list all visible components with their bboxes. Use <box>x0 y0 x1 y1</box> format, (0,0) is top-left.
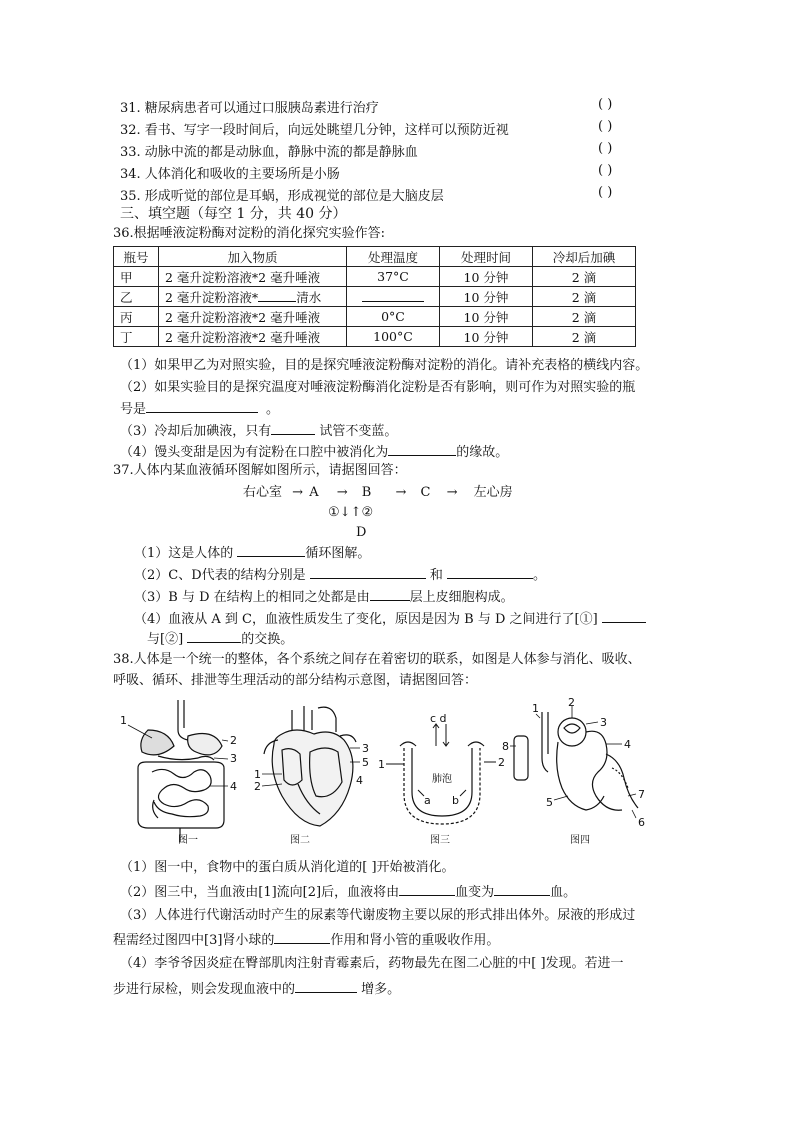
cell-id: 乙 <box>114 287 159 307</box>
q38-p4c: 增多。 <box>357 982 401 997</box>
cell-substance: 2 毫升淀粉溶液*2 毫升唾液 <box>159 327 347 347</box>
section-title: 三、填空题（每空 1 分，共 40 分） <box>120 206 347 222</box>
q37-p1a: （1）这是人体的 <box>134 546 238 561</box>
judge-row-35 <box>120 185 680 205</box>
answer-paren[interactable]: ( ) <box>598 141 613 156</box>
cell-iodine: 2 滴 <box>533 267 636 287</box>
figure-caption-2: 图二 <box>290 835 310 846</box>
q37-p2a: （2）C、D代表的结构分别是 <box>134 568 310 583</box>
figure-caption-3: 图三 <box>430 835 450 846</box>
flow-arrow: → <box>395 485 407 500</box>
cell-iodine: 2 滴 <box>533 327 636 347</box>
q36-p4b: 的缘故。 <box>456 445 509 460</box>
cell-temp <box>347 287 440 307</box>
cell-id: 丙 <box>114 307 159 327</box>
q37-title: 37.人体内某血液循环图解如图所示，请据图回答： <box>113 463 407 478</box>
q38-p2c: 血。 <box>550 885 577 900</box>
fig4-label-7: 7 <box>638 788 645 801</box>
fill-blank[interactable] <box>447 565 533 579</box>
q38-p3b: 程需经过图四中[3]肾小球的 <box>113 933 275 948</box>
header-cell: 瓶号 <box>114 247 159 267</box>
table-header-row <box>114 247 636 267</box>
fig4-label-3: 3 <box>600 716 607 729</box>
cell-iodine: 2 滴 <box>533 307 636 327</box>
cell-temp: 0°C <box>347 307 440 327</box>
answer-paren[interactable]: ( ) <box>598 97 613 112</box>
judge-row-32 <box>120 119 680 139</box>
fill-blank[interactable] <box>187 629 241 643</box>
q37-p1b: 循环图解。 <box>305 546 371 561</box>
q38-intro-1: 38.人体是一个统一的整体，各个系统之间存在着密切的联系，如图是人体参与消化、吸收、 <box>113 652 641 667</box>
cell-substance: 2 毫升淀粉溶液*2 毫升唾液 <box>159 267 347 287</box>
judge-row-33 <box>120 141 680 161</box>
judge-question: 31. 糖尿病患者可以通过口服胰岛素进行治疗 <box>120 101 379 116</box>
cell-id: 丁 <box>114 327 159 347</box>
flow-node: 左心房 <box>473 485 513 500</box>
fill-blank[interactable] <box>258 288 296 302</box>
q38-p3 <box>113 930 499 950</box>
figure-caption-1: 图一 <box>178 835 198 846</box>
q36-p4 <box>120 442 508 462</box>
fill-blank[interactable] <box>271 421 315 435</box>
cell-temp: 37°C <box>347 267 440 287</box>
fig3-label-1: 1 <box>378 758 385 771</box>
q38-intro-2: 呼吸、循环、排泄等生理活动的部分结构示意图，请据图回答： <box>113 673 478 688</box>
fill-blank[interactable] <box>274 930 330 944</box>
q37-p1 <box>134 543 370 563</box>
answer-paren[interactable]: ( ) <box>598 119 613 134</box>
q36-p3a: （3）冷却后加碘液，只有 <box>120 424 272 439</box>
judge-row-34 <box>120 163 680 183</box>
flow-arrow: → <box>446 485 458 500</box>
fig3-label-cd: c d <box>430 712 447 725</box>
fig1-label-1: 1 <box>120 714 127 727</box>
figure-nephron <box>502 698 658 834</box>
header-cell: 冷却后加碘 <box>533 247 636 267</box>
fig3-label-b: b <box>452 794 459 807</box>
substance-part: 2 毫升淀粉溶液* <box>165 289 259 305</box>
q36-p2a: （2）如果实验目的是探究温度对唾液淀粉酶消化淀粉是否有影响，则可作为对照实验的瓶 <box>120 380 636 395</box>
q36-title: 36.根据唾液淀粉酶对淀粉的消化探究实验作答: <box>113 226 386 241</box>
q38-p2 <box>120 882 576 902</box>
q38-p3c: 作用和肾小管的重吸收作用。 <box>330 933 500 948</box>
flow-arrow: → <box>336 485 348 500</box>
cell-time: 10 分钟 <box>440 267 533 287</box>
answer-paren[interactable]: ( ) <box>598 185 613 200</box>
q36-p3b: 试管不变蓝。 <box>315 424 398 439</box>
fig2-label-2: 2 <box>254 780 261 793</box>
table-row <box>114 267 636 287</box>
fig2-label-4: 4 <box>356 774 363 787</box>
fig4-label-5: 5 <box>546 796 553 809</box>
fig4-label-4: 4 <box>624 738 631 751</box>
q38-p4 <box>113 979 400 999</box>
figure-digestive <box>118 700 246 850</box>
header-cell: 处理温度 <box>347 247 440 267</box>
q37-p3 <box>134 587 514 607</box>
figure-alveolus <box>378 712 506 830</box>
fig3-label-2: 2 <box>498 756 505 769</box>
q37-p2b: 和 <box>425 568 448 583</box>
fig4-label-1: 1 <box>532 702 539 715</box>
q37-p4b-text: 与[②] <box>147 632 188 647</box>
fig2-label-1: 1 <box>254 768 261 781</box>
table-row <box>114 327 636 347</box>
cell-time: 10 分钟 <box>440 287 533 307</box>
cell-time: 10 分钟 <box>440 327 533 347</box>
header-cell: 加入物质 <box>159 247 347 267</box>
q36-p1: （1）如果甲乙为对照实验，目的是探究唾液淀粉酶对淀粉的消化。请补充表格的横线内容。 <box>120 358 649 373</box>
fill-blank[interactable] <box>310 565 426 579</box>
cell-substance <box>159 287 347 307</box>
q37-p2 <box>134 565 546 585</box>
q37-p4a <box>134 609 646 629</box>
q37-p4c-text: 的交换。 <box>241 632 294 647</box>
substance-part: 清水 <box>296 289 322 305</box>
fig3-label-a: a <box>424 794 431 807</box>
q36-p2c: 。 <box>266 402 280 417</box>
q36-p4a: （4）馒头变甜是因为有淀粉在口腔中被消化为 <box>120 445 389 460</box>
q38-p1: （1）图一中，食物中的蛋白质从消化道的[ ]开始被消化。 <box>120 860 455 875</box>
fill-blank[interactable] <box>295 979 357 993</box>
fill-blank[interactable] <box>602 609 646 623</box>
fig3-center-label: 肺泡 <box>432 774 452 785</box>
fig1-label-2: 2 <box>230 734 237 747</box>
fig4-label-6: 6 <box>638 816 645 829</box>
q37-p3b: 层上皮细胞构成。 <box>409 590 514 605</box>
cell-iodine: 2 滴 <box>533 287 636 307</box>
judge-question: 35. 形成听觉的部位是耳蜗，形成视觉的部位是大脑皮层 <box>120 189 444 204</box>
q38-p4b: 步进行尿检，则会发现血液中的 <box>113 982 296 997</box>
cell-id: 甲 <box>114 267 159 287</box>
header-cell: 处理时间 <box>440 247 533 267</box>
figure-caption-4: 图四 <box>570 835 590 846</box>
q38-p3a: （3）人体进行代谢活动时产生的尿素等代谢废物主要以尿的形式排出体外。尿液的形成过 <box>120 908 636 923</box>
q37-p4a-text: （4）血液从 A 到 C，血液性质发生了变化，原因是因为 B 与 D 之间进行了[①] <box>134 612 602 627</box>
judge-question: 33. 动脉中流的都是动脉血，静脉中流的都是静脉血 <box>120 145 418 160</box>
q36-p3 <box>120 421 397 441</box>
flow-node: C <box>420 485 431 500</box>
circulation-flow <box>243 484 513 502</box>
q37-p3a: （3）B 与 D 在结构上的相同之处都是由 <box>134 590 370 605</box>
cell-substance: 2 毫升淀粉溶液*2 毫升唾液 <box>159 307 347 327</box>
fill-blank[interactable] <box>362 288 424 302</box>
q36-p2 <box>120 399 279 419</box>
q38-p4a: （4）李爷爷因炎症在臀部肌肉注射青霉素后，药物最先在图二心脏的中[ ]发现。若进一 <box>120 956 624 971</box>
figure-heart <box>252 700 372 840</box>
cell-temp: 100°C <box>347 327 440 347</box>
fig4-label-2: 2 <box>568 698 575 709</box>
fig1-label-3: 3 <box>230 752 237 765</box>
flow-node-d: D <box>356 525 367 540</box>
fig1-label-4: 4 <box>230 780 237 793</box>
fig2-label-5: 5 <box>362 756 369 769</box>
fig2-label-3: 3 <box>362 742 369 755</box>
q36-p2b: 号是 <box>120 402 147 417</box>
table-row <box>114 287 636 307</box>
flow-node: B <box>361 485 372 500</box>
fill-blank[interactable] <box>146 399 258 413</box>
flow-node: 右心室 <box>243 485 283 500</box>
experiment-table <box>113 246 636 347</box>
fill-blank[interactable] <box>494 882 550 896</box>
q37-p4b <box>147 629 293 649</box>
fill-blank[interactable] <box>237 543 305 557</box>
q37-p2c: 。 <box>533 568 547 583</box>
cell-time: 10 分钟 <box>440 307 533 327</box>
answer-paren[interactable]: ( ) <box>598 163 613 178</box>
flow-exchange-arrows: ①↓↑② <box>328 505 374 520</box>
fill-blank[interactable] <box>370 587 410 601</box>
q38-p2b: 血变为 <box>455 885 495 900</box>
fig4-label-8: 8 <box>502 740 509 753</box>
table-row <box>114 307 636 327</box>
fill-blank[interactable] <box>388 442 456 456</box>
flow-arrow: → <box>292 485 304 500</box>
judge-question: 34. 人体消化和吸收的主要场所是小肠 <box>120 167 340 182</box>
judge-question: 32. 看书、写字一段时间后，向远处眺望几分钟，这样可以预防近视 <box>120 123 509 138</box>
flow-node: A <box>309 485 319 500</box>
fill-blank[interactable] <box>399 882 455 896</box>
q38-p2a: （2）图三中，当血液由[1]流向[2]后，血液将由 <box>120 885 400 900</box>
judge-row-31 <box>120 97 680 117</box>
